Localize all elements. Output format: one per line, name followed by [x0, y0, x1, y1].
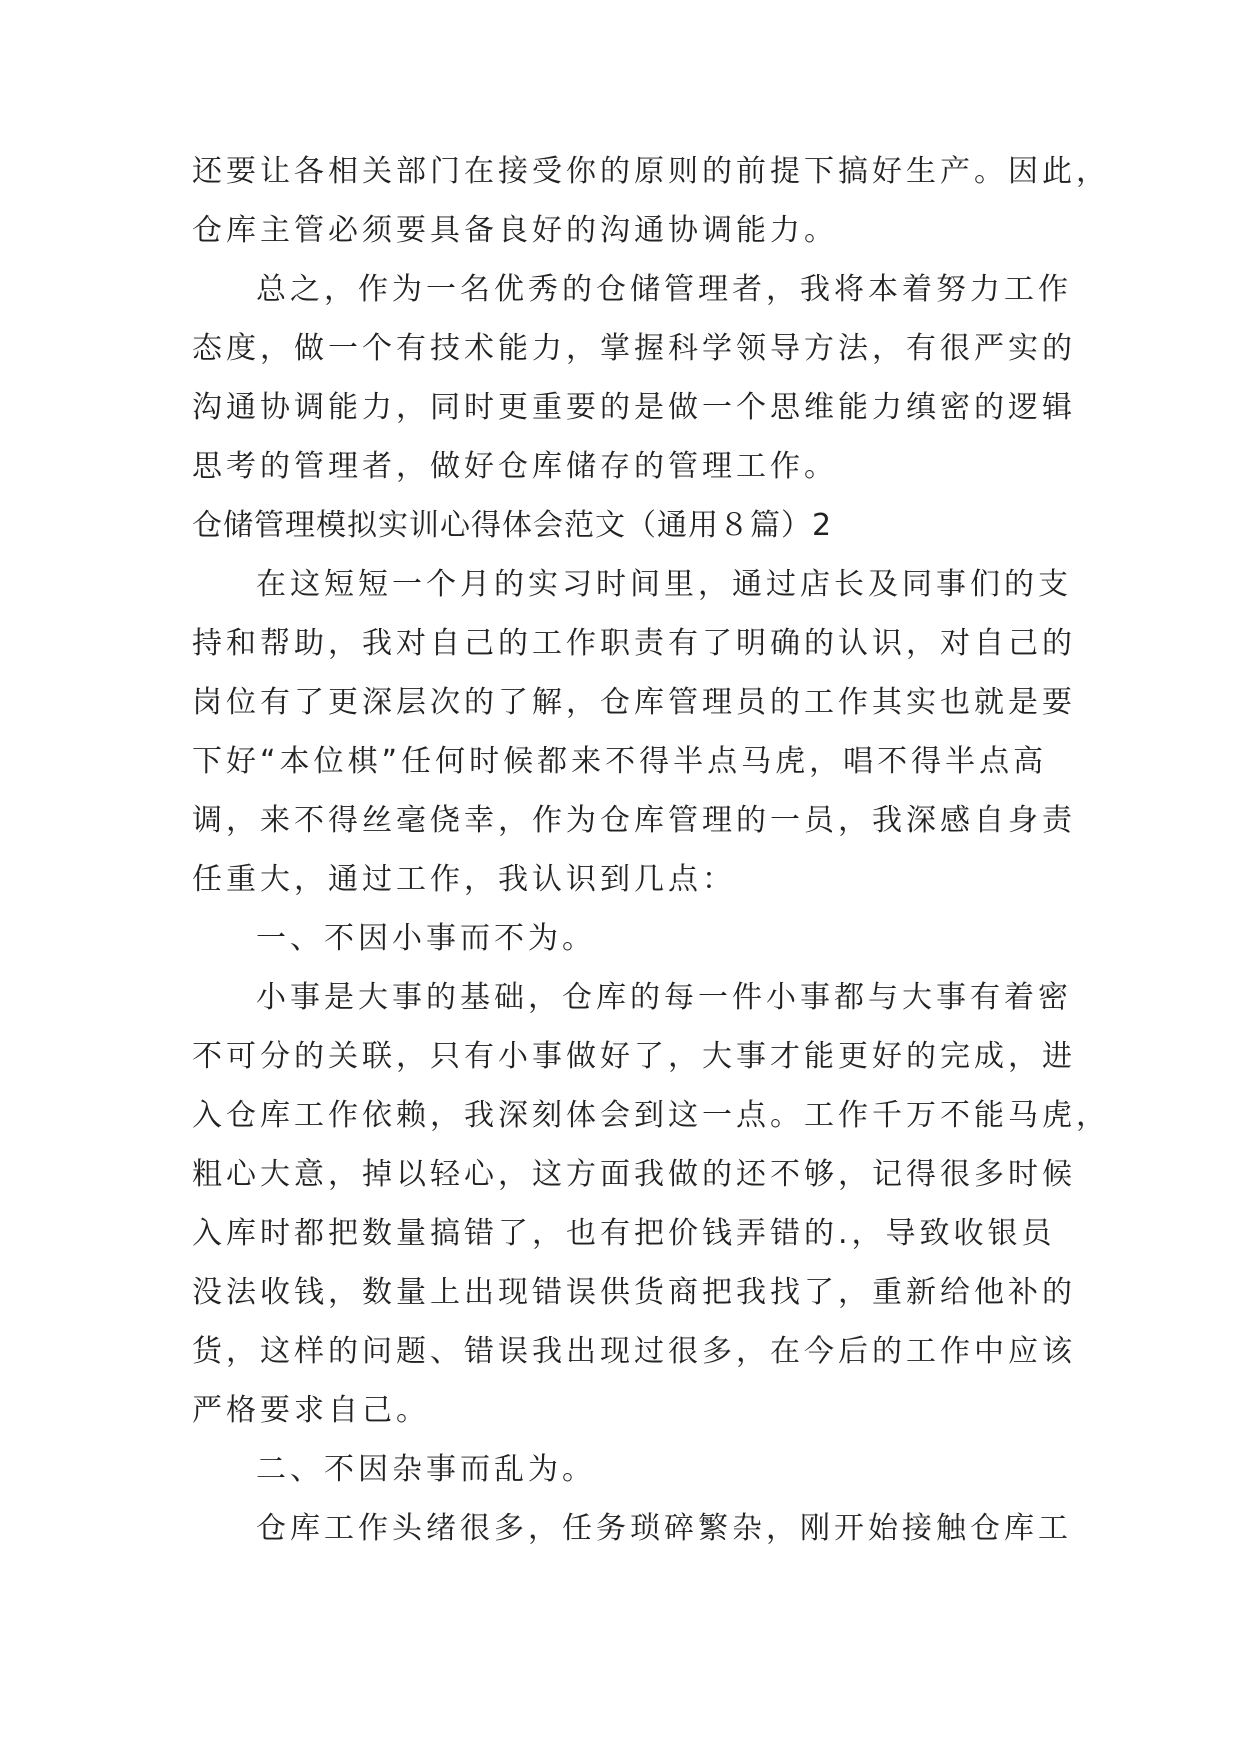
text-line: 严格要求自己。 [192, 1393, 430, 1428]
paragraph-start: 总之，作为一名优秀的仓储管理者，我将本着努力工作 [256, 272, 1072, 307]
paragraph-start: 在这短短一个月的实习时间里，通过店长及同事们的支 [256, 567, 1072, 602]
text-line: 入库时都把数量搞错了，也有把价钱弄错的.，导致收银员 [192, 1216, 1056, 1251]
text-line: 还要让各相关部门在接受你的原则的前提下搞好生产。因此， [192, 154, 1110, 189]
text-line: 岗位有了更深层次的了解，仓库管理员的工作其实也就是要 [192, 685, 1076, 720]
text-line: 粗心大意，掉以轻心，这方面我做的还不够，记得很多时候 [192, 1157, 1076, 1192]
text-line: 没法收钱，数量上出现错误供货商把我找了，重新给他补的 [192, 1275, 1076, 1310]
text-line: 沟通协调能力，同时更重要的是做一个思维能力缜密的逻辑 [192, 390, 1076, 425]
sub-heading: 一、不因小事而不为。 [256, 921, 596, 956]
text-line: 入仓库工作依赖，我深刻体会到这一点。工作千万不能马虎， [192, 1098, 1110, 1133]
text-line: 下好“本位棋”任何时候都来不得半点马虎，唱不得半点高 [192, 744, 1048, 779]
text-line: 持和帮助，我对自己的工作职责有了明确的认识，对自己的 [192, 626, 1076, 661]
text-line: 调，来不得丝毫侥幸，作为仓库管理的一员，我深感自身责 [192, 803, 1076, 838]
sub-heading: 二、不因杂事而乱为。 [256, 1452, 596, 1487]
text-line: 态度，做一个有技术能力，掌握科学领导方法，有很严实的 [192, 331, 1076, 366]
text-line: 仓库主管必须要具备良好的沟通协调能力。 [192, 213, 838, 248]
text-line: 不可分的关联，只有小事做好了，大事才能更好的完成，进 [192, 1039, 1076, 1074]
text-line: 思考的管理者，做好仓库储存的管理工作。 [192, 449, 838, 484]
text-line: 货，这样的问题、错误我出现过很多，在今后的工作中应该 [192, 1334, 1076, 1369]
paragraph-start: 小事是大事的基础，仓库的每一件小事都与大事有着密 [256, 980, 1072, 1015]
paragraph-start: 仓库工作头绪很多，任务琐碎繁杂，刚开始接触仓库工 [256, 1511, 1072, 1546]
section-heading: 仓储管理模拟实训心得体会范文（通用８篇）2 [192, 508, 833, 543]
text-line: 任重大，通过工作，我认识到几点： [192, 862, 736, 897]
